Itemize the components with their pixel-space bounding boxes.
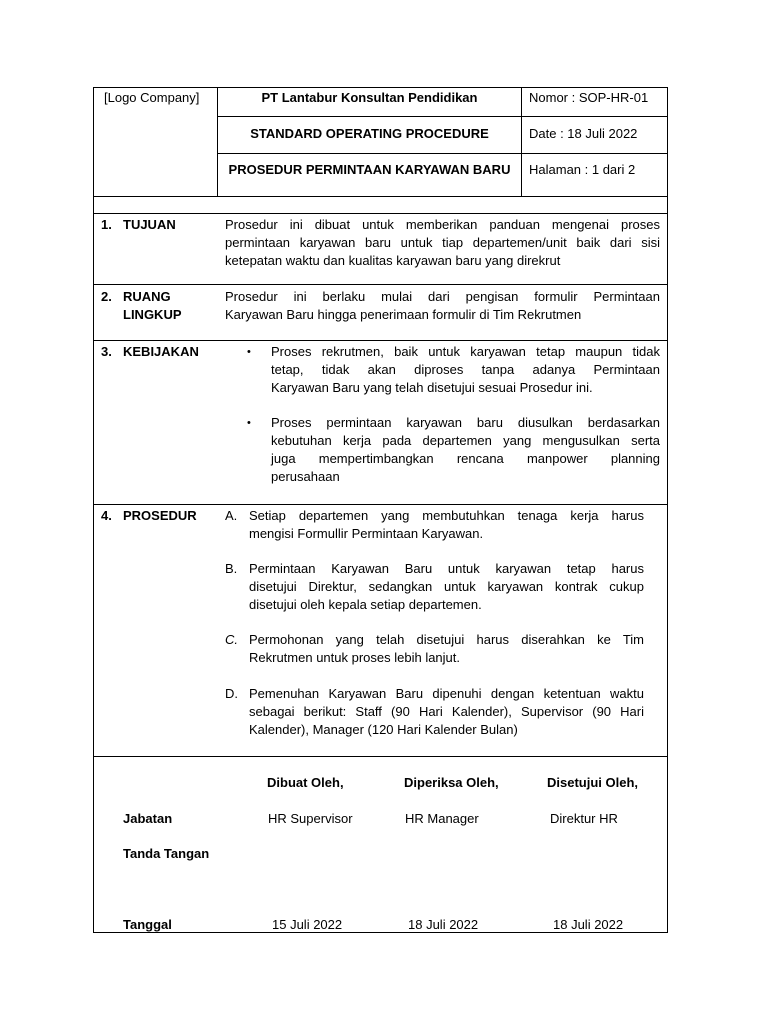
section-label-prosedur: PROSEDUR bbox=[123, 508, 197, 523]
section-line-1 bbox=[93, 284, 668, 285]
signature-header-diperiksa: Diperiksa Oleh, bbox=[404, 775, 499, 790]
text-line: mengisi Formullir Permintaan Karyawan. bbox=[249, 526, 484, 541]
text-line: tetap, tidak akan diproses tanpa adanya Permintaan bbox=[271, 362, 660, 377]
tanggal-diperiksa: 18 Juli 2022 bbox=[408, 917, 479, 932]
section-number: 1. bbox=[101, 217, 112, 232]
prosedur-step-b bbox=[249, 560, 644, 614]
step-marker-b: B. bbox=[225, 561, 238, 576]
jabatan-label: Jabatan bbox=[123, 811, 173, 826]
jabatan-diperiksa: HR Manager bbox=[405, 811, 479, 826]
text-line: Kalender), Manager (120 Hari Kalender Bulan) bbox=[249, 722, 518, 737]
prosedur-step-a bbox=[249, 507, 644, 543]
section-line-2 bbox=[93, 340, 668, 341]
jabatan-disetujui: Direktur HR bbox=[550, 811, 618, 826]
document-type: STANDARD OPERATING PROCEDURE bbox=[250, 126, 489, 141]
tanggal-disetujui: 18 Juli 2022 bbox=[553, 917, 624, 932]
ruang-lingkup-text bbox=[225, 288, 660, 324]
tanggal-dibuat: 15 Juli 2022 bbox=[272, 917, 343, 932]
header-bottom-line bbox=[93, 196, 668, 197]
section-number: 3. bbox=[101, 344, 112, 359]
signature-header-dibuat: Dibuat Oleh, bbox=[267, 775, 344, 790]
text-line: Proses permintaan karyawan baru diusulkan berdasarkan bbox=[271, 415, 660, 430]
header-divider-2 bbox=[521, 87, 522, 196]
text-line: ketepatan waktu dan kualitas karyawan baru yang direkrut bbox=[225, 253, 561, 268]
kebijakan-point-2 bbox=[271, 414, 660, 486]
section-label-tujuan: TUJUAN bbox=[123, 217, 176, 232]
header-row-line-1 bbox=[217, 116, 668, 117]
tanda-tangan-label: Tanda Tangan bbox=[123, 846, 210, 861]
text-line: Karyawan Baru yang telah disetujui sesuai Prosedur ini. bbox=[271, 380, 593, 395]
prosedur-step-c bbox=[249, 631, 644, 667]
text-line: permintaan karyawan baru untuk tiap departemen/unit baik dari sisi bbox=[225, 235, 660, 250]
signature-header-disetujui: Disetujui Oleh, bbox=[547, 775, 639, 790]
text-line: Proses rekrutmen, baik untuk karyawan tetap maupun tidak bbox=[271, 344, 660, 359]
text-line: Setiap departemen yang membutuhkan tenaga kerja harus bbox=[249, 508, 644, 523]
section-number: 4. bbox=[101, 508, 112, 523]
prosedur-step-d bbox=[249, 685, 644, 739]
text-line: perusahaan bbox=[271, 469, 340, 484]
text-line: Permintaan Karyawan Baru untuk karyawan tetap harus bbox=[249, 561, 644, 576]
text-line: Karyawan Baru hingga penerimaan formulir di Tim Rekrutmen bbox=[225, 307, 582, 322]
bullet-icon: • bbox=[247, 417, 251, 429]
section-label-kebijakan: KEBIJAKAN bbox=[123, 344, 199, 359]
company-logo-placeholder: [Logo Company] bbox=[104, 90, 200, 105]
page-number: Halaman : 1 dari 2 bbox=[529, 162, 636, 177]
text-line: Pemenuhan Karyawan Baru dipenuhi dengan ketentuan waktu bbox=[249, 686, 644, 701]
text-line: Permohonan yang telah disetujui harus diserahkan ke Tim bbox=[249, 632, 644, 647]
jabatan-dibuat: HR Supervisor bbox=[268, 811, 353, 826]
step-marker-d: D. bbox=[225, 686, 238, 701]
text-line: kebutuhan kerja pada departemen yang mengusulkan serta bbox=[271, 433, 660, 448]
document-title: PROSEDUR PERMINTAAN KARYAWAN BARU bbox=[228, 162, 511, 177]
text-line: disetujui Direktur, sedangkan untuk karyawan kontrak cukup bbox=[249, 579, 644, 594]
spacer-line bbox=[93, 213, 668, 214]
section-line-4 bbox=[93, 756, 668, 757]
company-name: PT Lantabur Konsultan Pendidikan bbox=[261, 90, 478, 105]
document-date: Date : 18 Juli 2022 bbox=[529, 126, 638, 141]
text-line: juga mempertimbangkan rencana manpower planning bbox=[271, 451, 660, 466]
kebijakan-point-1 bbox=[271, 343, 660, 397]
step-marker-c: C. bbox=[225, 632, 238, 647]
text-line: disetujui oleh kepala setiap departemen. bbox=[249, 597, 482, 612]
section-line-3 bbox=[93, 504, 668, 505]
text-line: Prosedur ini berlaku mulai dari pengisan formulir Permintaan bbox=[225, 289, 660, 304]
bullet-icon: • bbox=[247, 346, 251, 358]
document-number: Nomor : SOP-HR-01 bbox=[529, 90, 649, 105]
section-label-ruang: RUANG bbox=[123, 289, 171, 304]
text-line: Rekrutmen untuk proses lebih lanjut. bbox=[249, 650, 461, 665]
header-row-line-2 bbox=[217, 153, 668, 154]
text-line: Prosedur ini dibuat untuk memberikan panduan mengenai proses bbox=[225, 217, 660, 232]
tujuan-text bbox=[225, 216, 660, 270]
section-label-lingkup: LINGKUP bbox=[123, 307, 182, 322]
text-line: sebagai berikut: Staff (90 Hari Kalender), Supervisor (90 Hari bbox=[249, 704, 644, 719]
section-number: 2. bbox=[101, 289, 112, 304]
tanggal-label: Tanggal bbox=[123, 917, 172, 932]
step-marker-a: A. bbox=[225, 508, 238, 523]
